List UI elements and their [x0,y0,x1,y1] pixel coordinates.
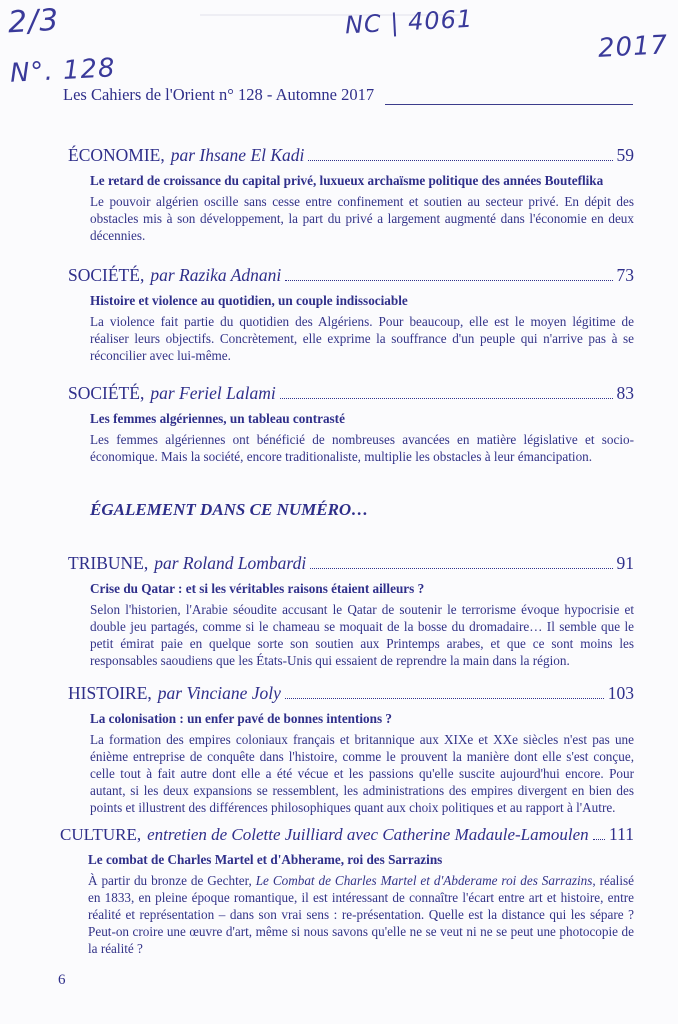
abstract-text-end: , réalisé en 1833, en pleine époque romantique, il est intéressant de connaître l'écart entre art et histoire, entre réalité et représentation – dans son vrai sens : re-présentation. Quelle est la distance qui les sépare ? Peut-on croire une œuvre d'art, même si nous savons qu'elle ne se veut ni ne se peut une photocopie de la réalité ? [88,873,634,956]
entry-heading [68,683,634,704]
entry-abstract [88,872,634,957]
entry-rubric: SOCIÉTÉ, [68,383,145,403]
toc-entry-culture[interactable] [60,824,634,957]
leader-dots [310,567,612,569]
entry-abstract: Les femmes algériennes ont bénéficié de nombreuses avancées en matière législative et socio-économique. Mais la société, encore traditionaliste, multiplie les obstacles à leur émancipation. [90,432,634,464]
entry-rubric: TRIBUNE, [68,553,149,573]
entry-author: par Roland Lombardi [154,553,307,573]
entry-title: Histoire et violence au quotidien, un couple indissociable [90,293,408,308]
entry-title: Crise du Qatar : et si les véritables raisons étaient ailleurs ? [90,581,425,596]
entry-heading [68,383,634,404]
entry-title: Les femmes algériennes, un tableau contrasté [90,411,345,426]
entry-page: 111 [609,824,634,844]
entry-author: par Razika Adnani [150,265,282,285]
toc-entry-societe-adnani[interactable] [68,265,634,364]
entry-abstract: La violence fait partie du quotidien des Algériens. Pour beaucoup, elle est le moyen légitime de réaliser leurs objectifs. Concrètement, elle exprime la souffrance d'un peuple qui n'arrive pas à se réconcilier avec lui-même. [90,314,634,363]
entry-rubric: SOCIÉTÉ, [68,265,145,285]
header-rule [385,104,633,105]
entry-page: 83 [616,383,634,403]
entry-title: La colonisation : un enfer pavé de bonnes intentions ? [90,711,393,726]
leader-dots [593,838,605,840]
abstract-text-start: À partir du bronze de Gechter, [88,873,256,888]
entry-title: Le retard de croissance du capital privé, luxueux archaïsme politique des années Bouteflika [90,173,604,188]
entry-heading [60,824,634,845]
journal-header: Les Cahiers de l'Orient n° 128 - Automne 2017 [63,85,375,104]
entry-rubric: ÉCONOMIE, [68,145,165,165]
toc-entry-histoire[interactable] [68,683,634,816]
entry-page: 91 [616,553,634,573]
entry-page: 73 [616,265,634,285]
entry-heading [68,553,634,574]
leader-dots [285,697,604,699]
page-number: 6 [58,972,66,988]
entry-abstract: Selon l'historien, l'Arabie séoudite accusant le Qatar de soutenir le terrorisme évoque hypocrisie et double jeu partagés, comme si le chameau se moquait de la bosse du dromadaire… Il semble que le petit émirat paie en quelque sorte son soutien aux Printemps arabes, et que ce sont moins les responsables saoudiens que les États-Unis qui essaient de reprendre la main dans la région. [90,602,634,668]
entry-author: par Ihsane El Kadi [170,145,305,165]
entry-page: 103 [607,683,634,703]
handwritten-note-year: 2017 [597,30,669,64]
handwritten-note-call-number: NC | 4061 [344,4,474,40]
entry-rubric: HISTOIRE, [68,683,152,703]
entry-abstract: La formation des empires coloniaux français et britannique aux XIXe et XXe siècles n'est pas une énième entreprise de conquête dans l'histoire, comme le prouvent la manière dont elle s'est conçue, celle tout à fait autre dont elle a été vécue et les passions qu'elle suscite aujourd'hui encore. Pour autant, si les deux expansions se ressemblent, les administrations des empires divergent en bien des points et illustrent des différences philosophiques quant aux choix politiques et au rapport à l'Autre. [90,732,634,815]
artwork-title: Le Combat de Charles Martel et d'Abderame roi des Sarrazins [255,873,593,888]
section-heading-also: ÉGALEMENT DANS CE NUMÉRO… [90,500,369,519]
entry-page: 59 [616,145,634,165]
leader-dots [285,279,612,281]
entry-abstract: Le pouvoir algérien oscille sans cesse entre confinement et soutien au secteur privé. En dépit des obstacles mis à son développement, la part du privé a largement augmenté dans l'économie en deux décennies. [90,194,634,243]
toc-entry-societe-lalami[interactable] [68,383,634,465]
entry-heading [68,145,634,166]
entry-author: par Vinciane Joly [157,683,281,703]
toc-entry-tribune[interactable] [68,553,634,669]
entry-rubric: CULTURE, [60,825,142,844]
toc-entry-economie[interactable] [68,145,634,244]
leader-dots [280,397,613,399]
leader-dots [308,159,612,161]
entry-heading [68,265,634,286]
entry-author: entretien de Colette Juilliard avec Catherine Madaule-Lamoulen [147,825,589,844]
handwritten-note-fraction: 2/3 [7,2,61,41]
handwritten-note-issue: N°. 128 [9,53,117,89]
entry-title: Le combat de Charles Martel et d'Abherame, roi des Sarrazins [88,852,443,867]
entry-author: par Feriel Lalami [150,383,276,403]
